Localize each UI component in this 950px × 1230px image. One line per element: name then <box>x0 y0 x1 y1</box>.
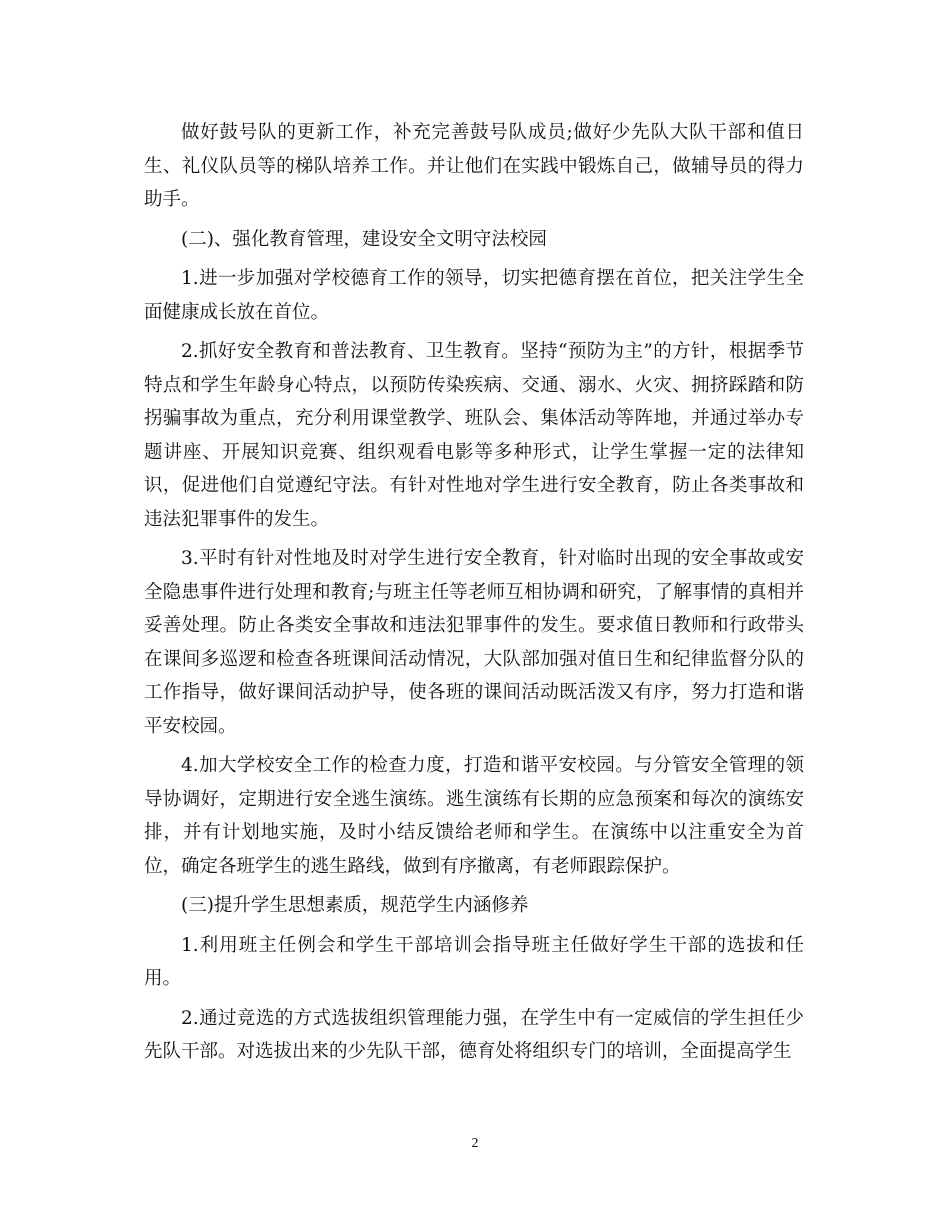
page-number: 2 <box>471 1136 479 1151</box>
section-heading-three: (三)提升学生思想素质，规范学生内涵修养 <box>181 895 529 916</box>
paragraph-item-2-b: 2.通过竞选的方式选拔组织管理能力强，在学生中有一定威信的学生担任少先队干部。对选拔出来的少先队干部，德育处将组织专门的培训，全面提高学生 <box>144 1007 804 1062</box>
paragraph-item-1: 1.进一步加强对学校德育工作的领导，切实把德育摆在首位，把关注学生全面健康成长放在首位。 <box>144 268 804 323</box>
paragraph-drum-corps: 做好鼓号队的更新工作，补充完善鼓号队成员;做好少先队大队干部和值日生、礼仪队员等的梯队培养工作。并让他们在实践中锻炼自己，做辅导员的得力助手。 <box>144 122 804 210</box>
paragraph-item-3: 3.平时有针对性地及时对学生进行安全教育，针对临时出现的安全事故或安全隐患事件进行处理和教育;与班主任等老师互相协调和研究，了解事情的真相并妥善处理。防止各类安全事故和违法犯罪事件的发生。要求值日教师和行政带头在课间多巡逻和检查各班课间活动情况，大队部加强对值日生和纪律监督分队的工作指导，做好课间活动护导，使各班的课间活动既活泼又有序，努力打造和谐平安校园。 <box>144 548 804 737</box>
paragraph-item-2: 2.抓好安全教育和普法教育、卫生教育。坚持“预防为主”的方针，根据季节特点和学生年龄身心特点，以预防传染疾病、交通、溺水、火灾、拥挤踩踏和防拐骗事故为重点，充分利用课堂教学、班队会、集体活动等阵地，并通过举办专题讲座、开展知识竞赛、组织观看电影等多种形式，让学生掌握一定的法律知识，促进他们自觉遵纪守法。有针对性地对学生进行安全教育，防止各类事故和违法犯罪事件的发生。 <box>144 341 804 530</box>
section-heading-two: (二)、强化教育管理，建设安全文明守法校园 <box>181 228 547 250</box>
document-body <box>144 116 804 1075</box>
paragraph-item-4: 4.加大学校安全工作的检查力度，打造和谐平安校园。与分管安全管理的领导协调好，定期进行安全逃生演练。逃生演练有长期的应急预案和每次的演练安排，并有计划地实施，及时小结反馈给老师和学生。在演练中以注重安全为首位，确定各班学生的逃生路线，做到有序撤离，有老师跟踪保护。 <box>144 755 804 877</box>
paragraph-item-1-b: 1.利用班主任例会和学生干部培训会指导班主任做好学生干部的选拔和任用。 <box>144 934 804 989</box>
